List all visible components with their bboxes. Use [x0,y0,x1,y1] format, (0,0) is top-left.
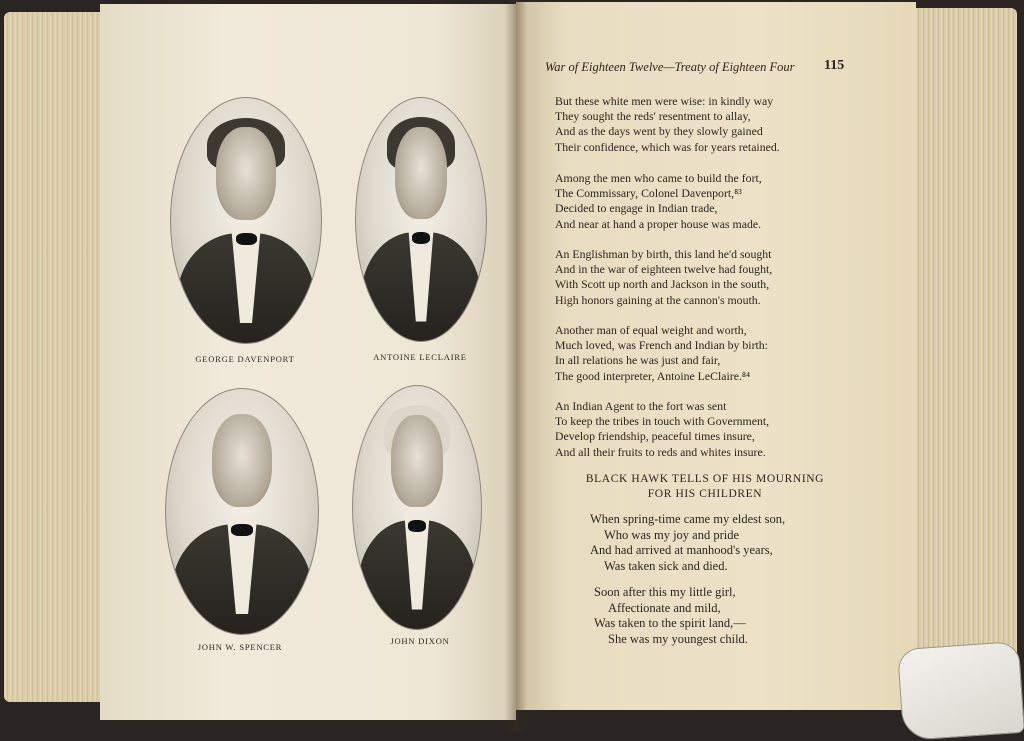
stanza-5 [555,399,769,460]
verse-line: And all their fruits to reds and whites insure. [555,444,766,459]
verse-line: With Scott up north and Jackson in the south, [555,277,770,292]
stanza-4 [555,323,768,384]
verse-line: Another man of equal weight and worth, [555,323,747,337]
caption-antoine-leclaire: ANTOINE LECLAIRE [373,352,467,362]
verse-line: High honors gaining at the cannon's mouth. [555,292,761,307]
verse-line: Their confidence, which was for years retained. [555,139,780,154]
poem-line: Was taken sick and died. [604,558,728,573]
verse-line: Develop friendship, peaceful times insure, [555,429,755,444]
page-number: 115 [824,58,845,73]
caption-john-w-spencer: JOHN W. SPENCER [197,642,283,652]
poem-line: Soon after this my little girl, [594,585,736,599]
section-heading [580,472,830,502]
verse-line: But these white men were wise: in kindly way [555,94,774,108]
portrait-george-davenport [170,97,322,344]
poem-line: Affectionate and mild, [608,600,721,615]
stanza-3 [555,247,772,308]
poem-line: When spring-time came my eldest son, [590,512,786,526]
stanza-2 [555,171,762,232]
book-gutter [505,0,527,731]
verse-line: Among the men who came to build the fort, [555,171,762,185]
verse-line: Decided to engage in Indian trade, [555,201,718,216]
caption-george-davenport: GEORGE DAVENPORT [195,354,295,364]
poem-line: And had arrived at manhood's years, [590,543,773,557]
left-page-edges [4,12,104,702]
verse-line: The good interpreter, Antoine LeClaire.⁸⁴ [555,368,751,383]
poem-stanza-1 [590,512,785,574]
verse-line: The Commissary, Colonel Davenport,⁸³ [555,186,742,201]
poem-stanza-2 [594,585,748,647]
verse-line: And near at hand a proper house was made. [555,216,762,231]
portrait-john-dixon [352,385,482,630]
poem-line: She was my youngest child. [608,631,748,646]
portrait-antoine-leclaire [355,97,487,342]
heading-line-1: BLACK HAWK TELLS OF HIS MOURNING [585,473,825,485]
verse-line: In all relations he was just and fair, [555,353,721,368]
verse-line: They sought the reds' resentment to allay, [555,109,751,124]
verse-line: And as the days went by they slowly gained [555,124,763,139]
stanza-1 [555,94,780,155]
verse-line: To keep the tribes in touch with Government, [555,414,770,429]
verse-line: An Indian Agent to the fort was sent [555,399,727,413]
heading-line-2: FOR HIS CHILDREN [647,488,763,500]
verse-line: And in the war of eighteen twelve had fought, [555,262,773,277]
poem-line: Was taken to the spirit land,— [594,616,746,630]
poem-line: Who was my joy and pride [604,527,740,542]
verse-line: Much loved, was French and Indian by birth: [555,338,768,353]
right-page-edges [905,8,1017,698]
thumb-cover [897,641,1024,741]
verse-line: An Englishman by birth, this land he'd sought [555,247,772,261]
running-head: War of Eighteen Twelve—Treaty of Eighteen Four [545,60,795,74]
caption-john-dixon: JOHN DIXON [390,636,450,646]
portrait-john-w-spencer [165,388,319,635]
